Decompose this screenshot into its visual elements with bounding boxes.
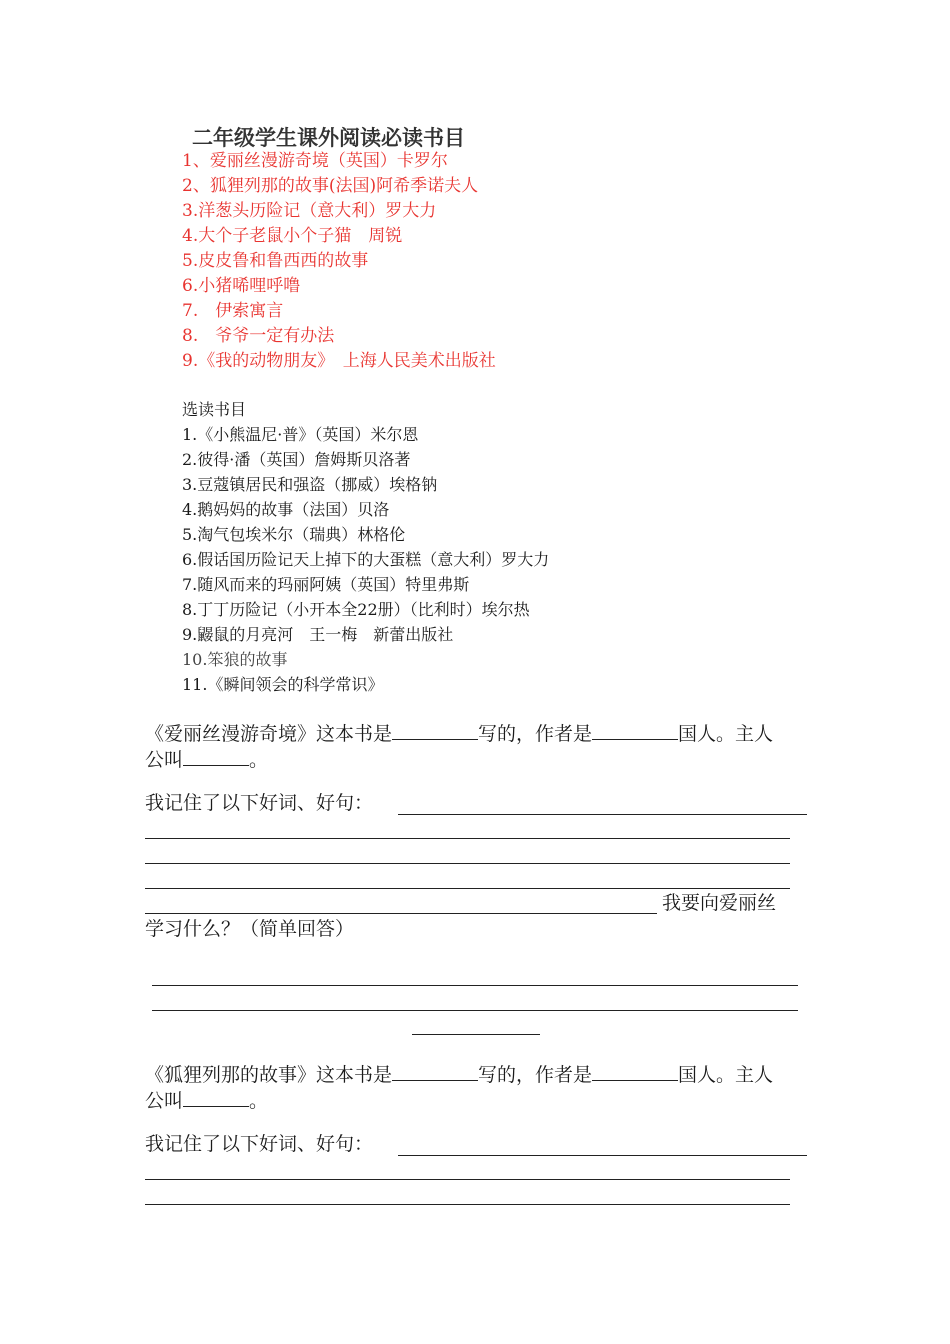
answer-line[interactable]: [145, 838, 790, 839]
optional-book-item: 4.鹅妈妈的故事（法国）贝洛: [182, 500, 390, 519]
question-text: 《爱丽丝漫游奇境》这本书是: [145, 723, 393, 745]
worksheet-question-protagonist: [145, 745, 268, 773]
required-book-item: 6.小猪唏哩呼噜: [182, 276, 301, 296]
required-book-item: 5.皮皮鲁和鲁西西的故事: [182, 251, 369, 271]
question-text: 《狐狸列那的故事》这本书是: [145, 1064, 393, 1086]
required-book-item: 7. 伊索寓言: [182, 301, 284, 321]
answer-line[interactable]: [398, 1155, 807, 1156]
question-text: 公叫: [145, 1090, 184, 1112]
optional-book-item: 5.淘气包埃米尔（瑞典）林格伦: [182, 525, 406, 544]
worksheet-question-learn-cont: 学习什么？（简单回答）: [145, 918, 355, 940]
answer-blank[interactable]: [592, 1060, 678, 1081]
answer-line[interactable]: [145, 888, 790, 889]
worksheet-question-author: [145, 1060, 773, 1088]
answer-line[interactable]: [145, 863, 790, 864]
question-text: 公叫: [145, 749, 184, 771]
answer-blank[interactable]: [183, 1086, 249, 1107]
optional-book-item: 6.假话国历险记天上掉下的大蛋糕（意大利）罗大力: [182, 550, 550, 569]
optional-book-item: 7.随风而来的玛丽阿姨（英国）特里弗斯: [182, 575, 470, 594]
question-text: 写的，作者是: [478, 1064, 593, 1086]
question-text: 国人。主人: [678, 1064, 774, 1086]
required-book-item: 4.大个子老鼠小个子猫 周锐: [182, 226, 403, 246]
question-text: 写的，作者是: [478, 723, 593, 745]
answer-line[interactable]: [152, 985, 798, 986]
page-title: 二年级学生课外阅读必读书目: [192, 125, 465, 150]
optional-book-item: 3.豆蔻镇居民和强盗（挪威）埃格钠: [182, 475, 438, 494]
answer-line[interactable]: [145, 1179, 790, 1180]
question-text: 。: [249, 749, 269, 771]
answer-line[interactable]: [398, 814, 807, 815]
worksheet-question-protagonist: [145, 1086, 268, 1114]
required-book-item: 1、爱丽丝漫游奇境（英国）卡罗尔: [182, 151, 448, 171]
answer-blank[interactable]: [592, 719, 678, 740]
answer-line[interactable]: [145, 1204, 790, 1205]
optional-book-item: 10.笨狼的故事: [182, 650, 288, 669]
required-book-item: 3.洋葱头历险记（意大利）罗大力: [182, 201, 437, 221]
required-book-item: 2、狐狸列那的故事(法国)阿希季诺夫人: [182, 176, 479, 196]
optional-book-item: 2.彼得·潘（英国）詹姆斯贝洛著: [182, 450, 411, 469]
answer-line[interactable]: [145, 913, 657, 914]
optional-book-item: 11.《瞬间领会的科学常识》: [182, 675, 384, 694]
answer-blank[interactable]: [183, 745, 249, 766]
optional-book-item: 1.《小熊温尼·普》（英国）米尔恩: [182, 425, 419, 444]
worksheet-question-phrases: 我记住了以下好词、好句：: [145, 1133, 374, 1155]
question-text: 国人。主人: [678, 723, 774, 745]
required-book-item: 8. 爷爷一定有办法: [182, 326, 335, 346]
answer-line[interactable]: [412, 1034, 540, 1035]
worksheet-question-learn: 我要向爱丽丝: [662, 892, 777, 914]
optional-heading: 选读书目: [182, 400, 247, 419]
optional-book-item: 9.鼹鼠的月亮河 王一梅 新蕾出版社: [182, 625, 454, 644]
answer-blank[interactable]: [392, 1060, 478, 1081]
required-book-item: 9.《我的动物朋友》 上海人民美术出版社: [182, 351, 496, 371]
answer-line[interactable]: [152, 1010, 798, 1011]
worksheet-question-author: [145, 719, 773, 747]
optional-book-item: 8.丁丁历险记（小开本全22册）（比利时）埃尔热: [182, 600, 530, 619]
answer-blank[interactable]: [392, 719, 478, 740]
question-text: 。: [249, 1090, 269, 1112]
worksheet-question-phrases: 我记住了以下好词、好句：: [145, 792, 374, 814]
